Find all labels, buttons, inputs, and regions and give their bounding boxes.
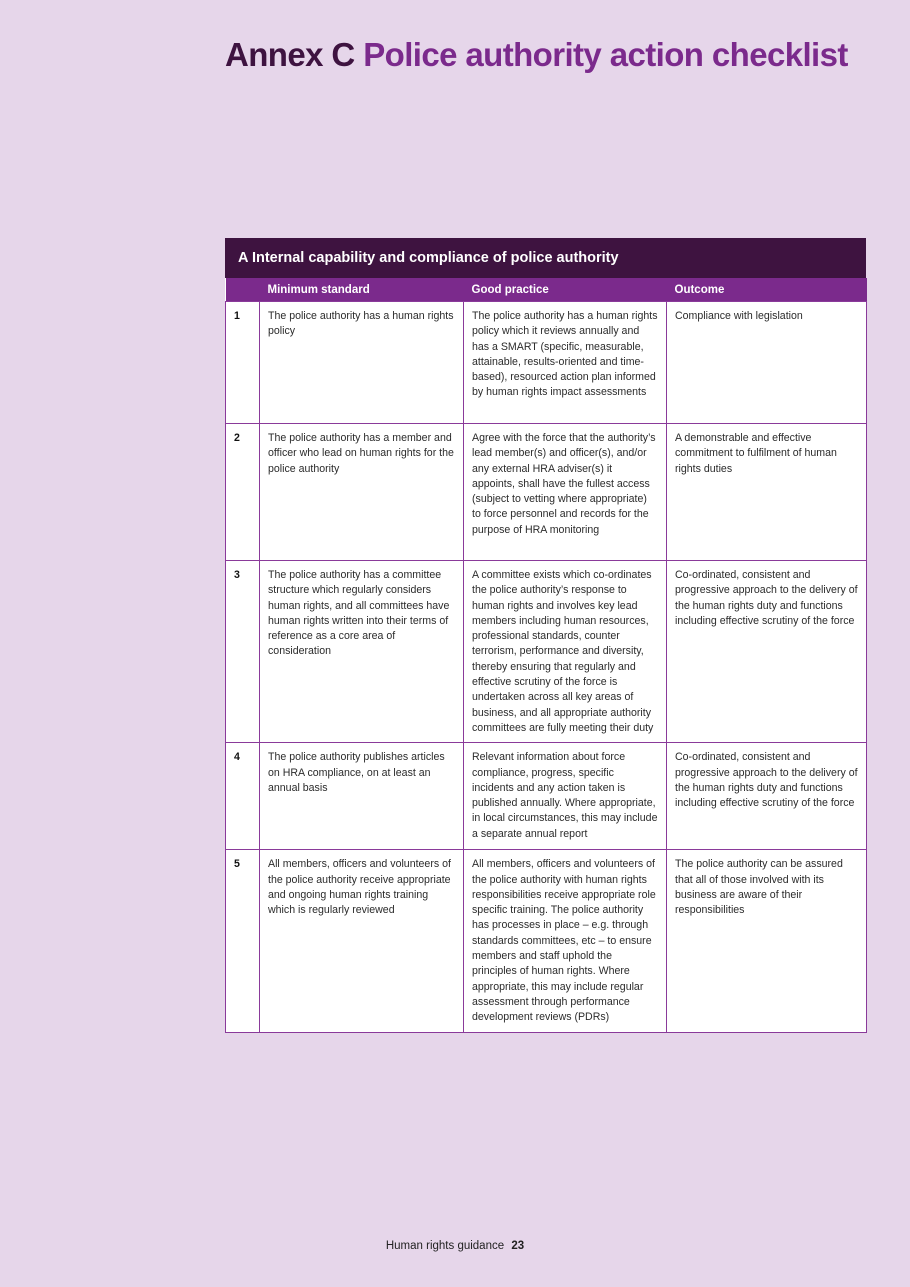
row-number: 2 (226, 424, 260, 561)
minimum-standard-cell: The police authority has a human rights policy (260, 302, 464, 424)
column-header-good-practice: Good practice (464, 278, 667, 302)
checklist-table (225, 278, 867, 1033)
outcome-cell: Co-ordinated, consistent and progressive approach to the delivery of the human rights duty and functions including effective scrutiny of the force (667, 561, 867, 743)
page-title (225, 36, 848, 74)
annex-label: Annex C (225, 36, 355, 73)
table-row (226, 561, 867, 743)
table-row (226, 850, 867, 1032)
column-header-minimum-standard: Minimum standard (260, 278, 464, 302)
page-footer (0, 1240, 910, 1252)
good-practice-cell: A committee exists which co-ordinates the police authority’s response to human rights and involves key lead members including human resources, professional standards, counter terrorism, performance and diversity, thereby ensuring that regularly and effective scrutiny of the force is undertaken across all key areas of business, and all appropriate authority committees are fully meeting their duty (464, 561, 667, 743)
good-practice-cell: All members, officers and volunteers of the police authority with human rights responsibilities receive appropriate role specific training. The police authority has processes in place – e.g. through standards committees, etc – to ensure members and staff uphold the principles of human rights. Where appropriate, this may include regular assessment through performance development reviews (PDRs) (464, 850, 667, 1032)
outcome-cell: A demonstrable and effective commitment to fulfilment of human rights duties (667, 424, 867, 561)
table-row (226, 424, 867, 561)
table-header-row (226, 278, 867, 302)
minimum-standard-cell: All members, officers and volunteers of the police authority receive appropriate and ongoing human rights training which is regularly reviewed (260, 850, 464, 1032)
table-row (226, 302, 867, 424)
table-row (226, 743, 867, 850)
good-practice-cell: Agree with the force that the authority’s lead member(s) and officer(s), and/or any external HRA adviser(s) it appoints, shall have the fullest access (subject to vetting where appropriate) to force personnel and records for the purpose of HRA monitoring (464, 424, 667, 561)
row-number: 1 (226, 302, 260, 424)
page-number: 23 (511, 1240, 525, 1252)
minimum-standard-cell: The police authority has a member and officer who lead on human rights for the police authority (260, 424, 464, 561)
section-heading: A Internal capability and compliance of police authority (225, 238, 866, 278)
row-number: 5 (226, 850, 260, 1032)
good-practice-cell: Relevant information about force compliance, progress, specific incidents and any action taken is published annually. Where appropriate, in local circumstances, this may include a separate annual report (464, 743, 667, 850)
footer-publication-title: Human rights guidance (385, 1240, 505, 1252)
outcome-cell: Co-ordinated, consistent and progressive approach to the delivery of the human rights duty and functions including effective scrutiny of the force (667, 743, 867, 850)
row-number: 4 (226, 743, 260, 850)
minimum-standard-cell: The police authority publishes articles on HRA compliance, on at least an annual basis (260, 743, 464, 850)
column-header-number (226, 278, 260, 302)
row-number: 3 (226, 561, 260, 743)
checklist-title: Police authority action checklist (363, 36, 848, 73)
checklist-table-container (225, 238, 866, 1033)
outcome-cell: Compliance with legislation (667, 302, 867, 424)
column-header-outcome: Outcome (667, 278, 867, 302)
outcome-cell: The police authority can be assured that all of those involved with its business are aware of their responsibilities (667, 850, 867, 1032)
good-practice-cell: The police authority has a human rights policy which it reviews annually and has a SMART (specific, measurable, attainable, results-oriented and time-based), resourced action plan informed by human rights impact assessments (464, 302, 667, 424)
minimum-standard-cell: The police authority has a committee structure which regularly considers human rights, and all committees have human rights written into their terms of reference as a core area of consideration (260, 561, 464, 743)
